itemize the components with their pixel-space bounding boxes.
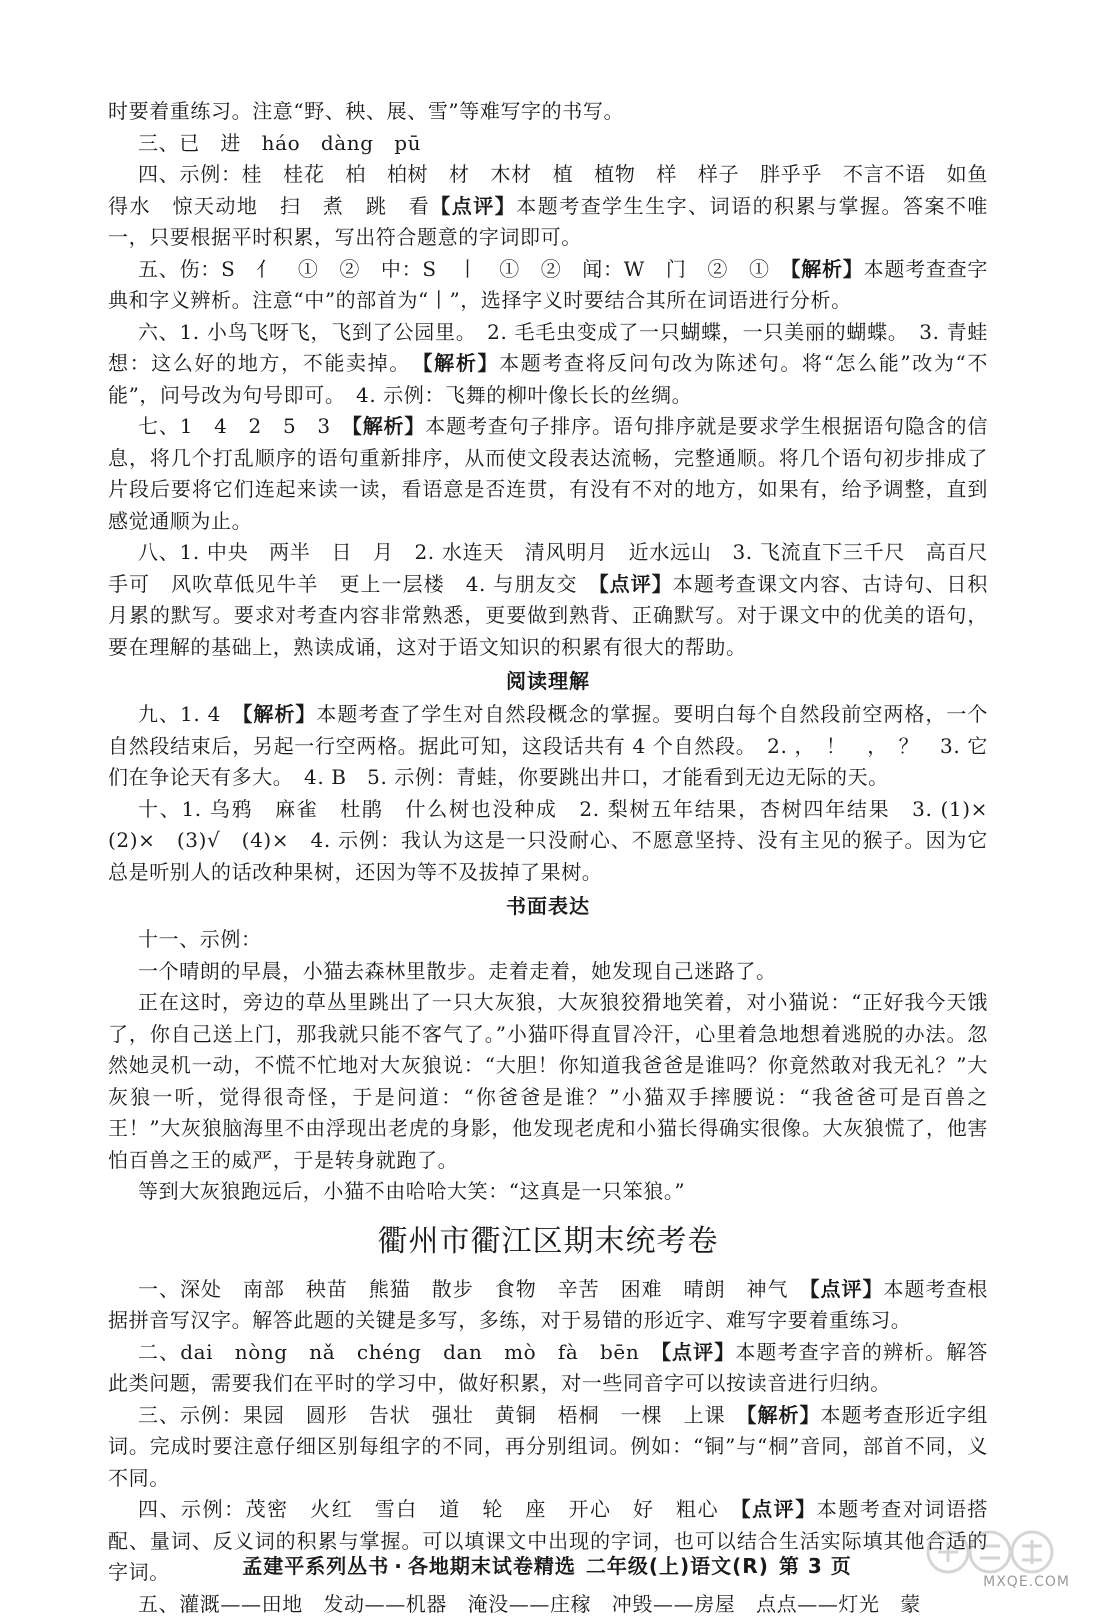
tag-jiexi: 【解析】 (747, 1403, 821, 1427)
tag-jiexi: 【解析】 (791, 257, 864, 281)
section-heading-writing: 书面表达 (108, 890, 988, 922)
tag-dianping: 【点评】 (741, 1497, 817, 1521)
essay-paragraph: 正在这时，旁边的草丛里跳出了一只大灰狼，大灰狼狡猾地笑着，对小猫说：“正好我今天饿了，你自己送上门，那我就只能不客气了。”小猫吓得直冒冷汗，心里着急地想着逃脱的办法。忽然她灵机一动，不慌不忙地对大灰狼说：“大胆！你知道我爸爸是谁吗？你竟然敢对我无礼？”大灰狼一听，觉得很奇怪，于是问道：“你爸爸是谁？”小猫双手摔腰说：“我爸爸可是百兽之王！”大灰狼脑海里不由浮现出老虎的身影，他发现老虎和小猫长得确实很像。大灰狼慌了，他害怕百兽之王的威严，于是转身就跑了。 (108, 987, 988, 1176)
tag-jiexi: 【解析】 (423, 351, 500, 375)
answer-line: 十一、示例： (108, 924, 988, 956)
answer-line: 三、已 进 háo dàng pū (108, 128, 988, 160)
answer-line: 四、示例：茂密 火红 雪白 道 轮 座 开心 好 粗心 【点评】本题考查对词语搭配、量词、反义词的积累与掌握。可以填课文中出现的字词，也可以结合生活实际填其他合适的字词。 (108, 1494, 988, 1589)
answer-line: 四、示例：桂 桂花 柏 柏树 材 木材 植 植物 样 样子 胖乎乎 不言不语 如鱼得水 惊天动地 扫 煮 跳 看【点评】本题考查学生生字、词语的积累与掌握。答案不唯一，只要根据平时积累，写出符合题意的字词即可。 (108, 159, 988, 254)
answer-line: 一、深处 南部 秧苗 熊猫 散步 食物 辛苦 困难 晴朗 神气 【点评】本题考查根据拼音写汉字。解答此题的关键是多写，多练，对于易错的形近字、难写字要着重练习。 (108, 1274, 988, 1337)
page-body (108, 96, 988, 1620)
tag-dianping: 【点评】 (599, 572, 673, 596)
page-footer: 孟建平系列丛书 · 各地期末试卷精选 二年级(上)语文(R) 第 3 页 (0, 1550, 1094, 1579)
essay-paragraph: 一个晴朗的早晨，小猫去森林里散步。走着走着，她发现自己迷路了。 (108, 956, 988, 988)
essay-paragraph: 等到大灰狼跑远后，小猫不由哈哈大笑：“这真是一只笨狼。” (108, 1176, 988, 1208)
tag-dianping: 【点评】 (810, 1277, 884, 1301)
footer-grade: 二年级(上)语文(R) (586, 1554, 769, 1578)
answer-line: 时要着重练习。注意“野、秧、展、雪”等难写字的书写。 (108, 96, 988, 128)
answer-line: 五、伤：S 亻 ① ② 中：S 丨 ① ② 闻：W 门 ② ① 【解析】本题考查查字典和字义辨析。注意“中”的部首为“丨”，选择字义时要结合其所在词语进行分析。 (108, 254, 988, 317)
tag-jiexi: 【解析】 (242, 702, 316, 726)
footer-series: 孟建平系列丛书 (242, 1554, 389, 1578)
exam-title: 衢州市衢江区期末统考卷 (108, 1214, 988, 1270)
section-heading-reading: 阅读理解 (108, 665, 988, 697)
watermark-text: MXQE.COM (983, 1574, 1070, 1590)
answer-line: 八、1. 中央 两半 日 月 2. 水连天 清风明月 近水远山 3. 飞流直下三千尺 高百尺 手可 风吹草低见牛羊 更上一层楼 4. 与朋友交 【点评】本题考查课文内容、古诗句、日积月累的默写。要求对考查内容非常熟悉，更要做到熟背、正确默写。对于课文中的优美的语句，要在理解的基础上，熟读成诵，这对于语文知识的积累有很大的帮助。 (108, 537, 988, 663)
answer-line: 六、1. 小鸟飞呀飞，飞到了公园里。 2. 毛毛虫变成了一只蝴蝶，一只美丽的蝴蝶。 3. 青蛙想：这么好的地方，不能卖掉。 【解析】本题考查将反问句改为陈述句。将“怎么能”改为“不能”，问号改为句号即可。 4. 示例：飞舞的柳叶像长长的丝绸。 (108, 317, 988, 412)
answer-line: 十、1. 乌鸦 麻雀 杜鹃 什么树也没种成 2. 梨树五年结果，杏树四年结果 3. (1)× (2)× (3)√ (4)× 4. 示例：我认为这是一只没耐心、不愿意坚持、没有主见的猴子。因为它总是听别人的话改种果树，还因为等不及拔掉了果树。 (108, 794, 988, 889)
footer-page-number: 第 3 页 (779, 1554, 852, 1578)
tag-jiexi: 【解析】 (352, 414, 425, 438)
answer-line: 三、示例：果园 圆形 告状 强壮 黄铜 梧桐 一棵 上课 【解析】本题考查形近字组词。完成时要注意仔细区别每组字的不同，再分别组词。例如：“铜”与“桐”音同，部首不同，义不同。 (108, 1400, 988, 1495)
answer-line: 二、dai nòng nǎ chéng dan mò fà bēn 【点评】本题考查字音的辨析。解答此类问题，需要我们在平时的学习中，做好积累，对一些同音字可以按读音进行归纳。 (108, 1337, 988, 1400)
tag-dianping: 【点评】 (430, 194, 516, 218)
answer-line: 七、1 4 2 5 3 【解析】本题考查句子排序。语句排序就是要求学生根据语句隐含的信息，将几个打乱顺序的语句重新排序，从而使文段表达流畅，完整通顺。将几个语句初步排成了片段后要将它们连起来读一读，看语意是否连贯，有没有不对的地方，如果有，给予调整，直到感觉通顺为止。 (108, 411, 988, 537)
footer-book: 各地期末试卷精选 (408, 1554, 576, 1578)
tag-dianping: 【点评】 (661, 1340, 735, 1364)
answer-line: 五、灌溉——田地 发动——机器 淹没——庄稼 冲毁——房屋 点点——灯光 蒙 (108, 1589, 988, 1620)
answer-line: 九、1. 4 【解析】本题考查了学生对自然段概念的掌握。要明白每个自然段前空两格，一个自然段结束后，另起一行空两格。据此可知，这段话共有 4 个自然段。 2. ， ！ ， ？ 3. 它们在争论天有多大。 4. B 5. 示例：青蛙，你要跳出井口，才能看到无边无际的天。 (108, 699, 988, 794)
